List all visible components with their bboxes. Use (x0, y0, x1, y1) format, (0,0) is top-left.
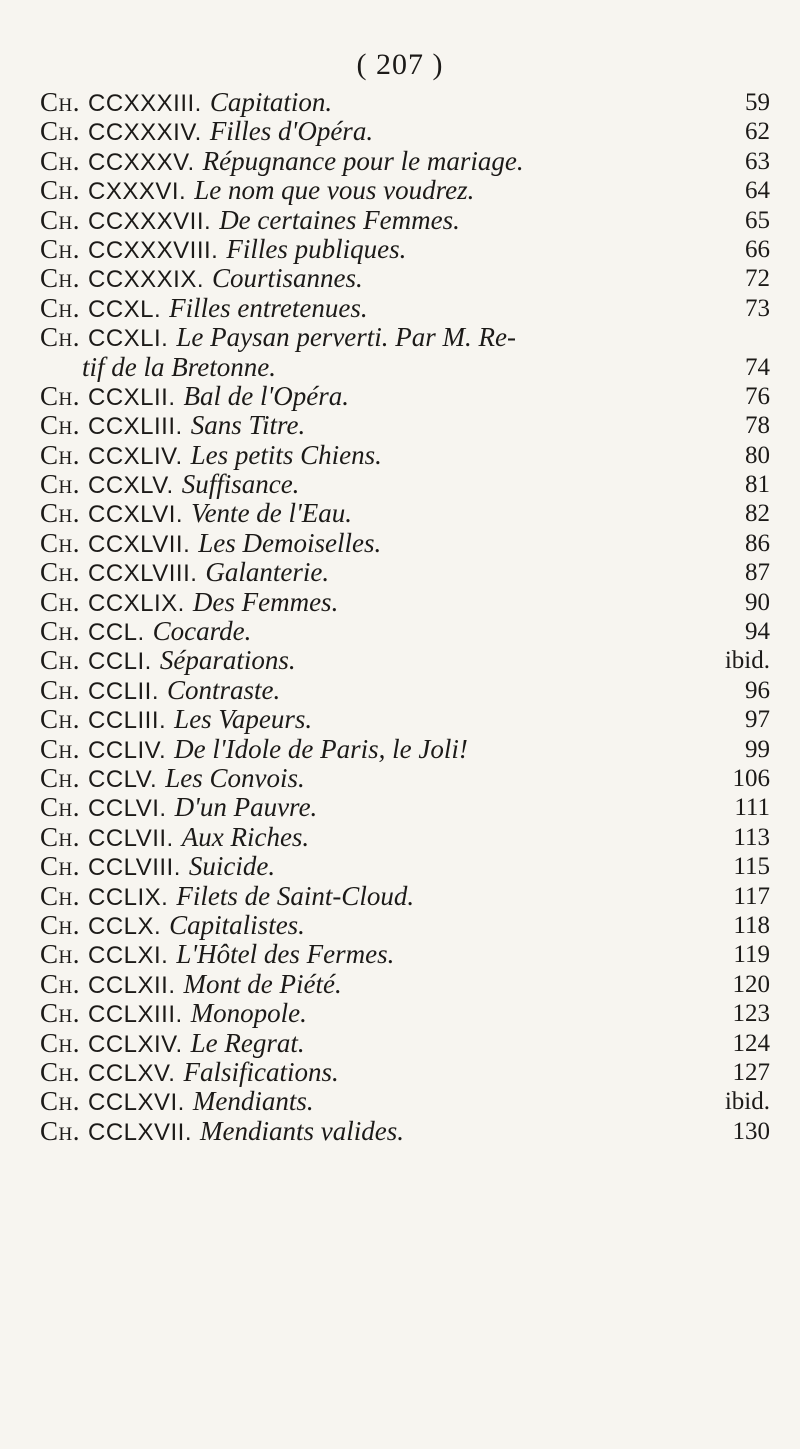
entry-page: 115 (733, 853, 770, 881)
chapter-number: CCXXXVII. (87, 207, 212, 235)
entry-title: Suicide. (188, 851, 276, 882)
chapter-label: Ch. (40, 821, 80, 852)
entry-title: Les petits Chiens. (190, 439, 382, 470)
chapter-label: Ch. (40, 145, 80, 176)
entry-title: Le Paysan perverti. Par M. Re- (176, 322, 517, 353)
chapter-number: CXXXVI. (87, 178, 187, 206)
toc-entry (40, 852, 770, 881)
chapter-number: CCXLIX. (87, 589, 185, 617)
chapter-label: Ch. (40, 645, 80, 676)
chapter-label: Ch. (40, 586, 80, 617)
chapter-number: CCXLV. (87, 472, 174, 500)
entry-page: 111 (734, 794, 770, 822)
toc-entry (40, 264, 770, 293)
entry-page: 113 (733, 823, 770, 851)
chapter-label: Ch. (40, 733, 80, 764)
chapter-number: CCLXVI. (87, 1089, 185, 1117)
entry-page: 118 (733, 911, 770, 939)
entry-title: tif de la Bretonne. (82, 351, 276, 382)
entry-page: 80 (745, 441, 770, 469)
chapter-label: Ch. (40, 674, 80, 705)
entry-title: D'un Pauvre. (174, 792, 318, 823)
entry-page: 99 (745, 735, 770, 763)
chapter-number: CCLVII. (87, 824, 174, 852)
table-of-contents (40, 88, 770, 1146)
toc-entry (40, 1117, 770, 1146)
chapter-number: CCXLIV. (87, 442, 183, 470)
chapter-number: CCLXIII. (87, 1001, 183, 1029)
chapter-number: CCL. (87, 619, 145, 647)
toc-entry (40, 735, 770, 764)
entry-page: 87 (745, 559, 770, 587)
entry-page: 66 (745, 235, 770, 263)
entry-title: Falsifications. (183, 1056, 339, 1087)
entry-title: Filles entretenues. (169, 292, 368, 323)
toc-entry (40, 294, 770, 323)
entry-page: 123 (732, 1000, 770, 1028)
entry-title: De l'Idole de Paris, le Joli! (174, 733, 468, 764)
toc-entry (40, 558, 770, 587)
toc-entry (40, 705, 770, 734)
toc-entry (40, 499, 770, 528)
toc-entry (40, 646, 770, 675)
entry-title: Galanterie. (205, 557, 330, 588)
chapter-label: Ch. (40, 204, 80, 235)
chapter-number: CCLIV. (87, 736, 167, 764)
entry-title: Cocarde. (152, 616, 252, 647)
entry-title: Monopole. (190, 998, 307, 1029)
chapter-number: CCLXI. (87, 942, 169, 970)
toc-entry (40, 1029, 770, 1058)
chapter-label: Ch. (40, 762, 80, 793)
entry-page: 96 (745, 676, 770, 704)
entry-page: 94 (745, 618, 770, 646)
chapter-label: Ch. (40, 469, 80, 500)
chapter-label: Ch. (40, 527, 80, 558)
entry-title: Mont de Piété. (183, 968, 342, 999)
chapter-number: CCLIII. (87, 707, 167, 735)
entry-page: 90 (745, 588, 770, 616)
chapter-label: Ch. (40, 968, 80, 999)
toc-entry (40, 147, 770, 176)
chapter-number: CCLXII. (87, 971, 176, 999)
entry-page: 63 (745, 147, 770, 175)
toc-entry (40, 764, 770, 793)
chapter-label: Ch. (40, 1056, 80, 1087)
entry-title: Filles d'Opéra. (209, 116, 374, 147)
toc-entry (40, 323, 770, 352)
entry-page: 97 (745, 706, 770, 734)
toc-entry (40, 617, 770, 646)
toc-entry (40, 1058, 770, 1087)
chapter-number: CCLXIV. (87, 1030, 183, 1058)
chapter-number: CCXLIII. (87, 413, 183, 441)
entry-title: Les Convois. (165, 762, 305, 793)
entry-page: 119 (733, 941, 770, 969)
chapter-label: Ch. (40, 498, 80, 529)
entry-title: Des Femmes. (192, 586, 339, 617)
toc-entry (40, 970, 770, 999)
entry-page: 124 (732, 1029, 770, 1057)
chapter-label: Ch. (40, 1115, 80, 1146)
toc-entry (40, 235, 770, 264)
entry-page: 82 (745, 500, 770, 528)
entry-page: 81 (745, 471, 770, 499)
entry-page: 59 (745, 89, 770, 116)
toc-entry (40, 411, 770, 440)
entry-title: Les Demoiselles. (198, 527, 382, 558)
entry-title: Séparations. (159, 645, 296, 676)
toc-entry (40, 382, 770, 411)
toc-entry (40, 823, 770, 852)
chapter-number: CCLVIII. (87, 854, 181, 882)
toc-entry (40, 88, 770, 117)
chapter-label: Ch. (40, 380, 80, 411)
toc-entry (40, 529, 770, 558)
chapter-label: Ch. (40, 410, 80, 441)
entry-title: Mendiants valides. (200, 1115, 404, 1146)
chapter-label: Ch. (40, 116, 80, 147)
chapter-number: CCLV. (87, 765, 158, 793)
entry-page: 73 (745, 294, 770, 322)
entry-title: Bal de l'Opéra. (183, 380, 350, 411)
chapter-number: CCLII. (87, 677, 159, 705)
toc-entry (40, 206, 770, 235)
entry-title: Le nom que vous voudrez. (194, 175, 475, 206)
entry-title: Les Vapeurs. (174, 704, 313, 735)
entry-page: 78 (745, 412, 770, 440)
chapter-label: Ch. (40, 939, 80, 970)
toc-entry (40, 588, 770, 617)
entry-page: ibid. (724, 647, 770, 675)
entry-title: Capitation. (209, 87, 333, 117)
chapter-number: CCXXXVIII. (87, 236, 219, 264)
chapter-number: CCLIX. (87, 883, 169, 911)
chapter-number: CCLXVII. (87, 1118, 193, 1146)
toc-entry-continuation (40, 353, 770, 382)
chapter-label: Ch. (40, 616, 80, 647)
chapter-label: Ch. (40, 1027, 80, 1058)
chapter-number: CCXXXIII. (87, 90, 202, 117)
chapter-label: Ch. (40, 1086, 80, 1117)
chapter-label: Ch. (40, 87, 80, 117)
entry-title: Contraste. (167, 674, 281, 705)
entry-page: 106 (732, 764, 770, 792)
entry-title: Vente de l'Eau. (191, 498, 353, 529)
toc-entry (40, 470, 770, 499)
toc-entry (40, 911, 770, 940)
entry-title: Filles publiques. (226, 233, 407, 264)
chapter-label: Ch. (40, 439, 80, 470)
toc-entry (40, 441, 770, 470)
chapter-number: CCXLI. (87, 325, 169, 353)
chapter-label: Ch. (40, 704, 80, 735)
chapter-label: Ch. (40, 851, 80, 882)
chapter-label: Ch. (40, 557, 80, 588)
chapter-number: CCXLII. (87, 383, 176, 411)
chapter-number: CCLI. (87, 648, 152, 676)
entry-page: 117 (733, 882, 770, 910)
chapter-label: Ch. (40, 998, 80, 1029)
entry-page: 72 (745, 265, 770, 293)
entry-title: De certaines Femmes. (219, 204, 460, 235)
entry-page: 76 (745, 382, 770, 410)
chapter-number: CCXXXV. (87, 148, 195, 176)
entry-title: Sans Titre. (190, 410, 306, 441)
chapter-label: Ch. (40, 880, 80, 911)
entry-page: ibid. (724, 1088, 770, 1116)
toc-entry (40, 176, 770, 205)
entry-title: Répugnance pour le mariage. (202, 145, 524, 176)
chapter-number: CCXLVI. (87, 501, 184, 529)
chapter-number: CCXXXIV. (87, 119, 202, 147)
chapter-number: CCXL. (87, 295, 162, 323)
entry-page: 127 (732, 1058, 770, 1086)
toc-entry (40, 999, 770, 1028)
chapter-number: CCLVI. (87, 795, 167, 823)
entry-title: L'Hôtel des Fermes. (176, 939, 395, 970)
entry-page: 120 (732, 970, 770, 998)
chapter-label: Ch. (40, 233, 80, 264)
toc-entry (40, 1087, 770, 1116)
chapter-number: CCXXXIX. (87, 266, 205, 294)
chapter-label: Ch. (40, 322, 80, 353)
entry-title: Mendiants. (192, 1086, 314, 1117)
chapter-number: CCLXV. (87, 1059, 176, 1087)
entry-page: 74 (745, 353, 770, 381)
page-number: ( 207 ) (356, 48, 444, 81)
entry-page: 86 (745, 529, 770, 557)
entry-title: Capitalistes. (169, 909, 305, 940)
entry-title: Le Regrat. (190, 1027, 305, 1058)
toc-entry (40, 940, 770, 969)
toc-entry (40, 676, 770, 705)
chapter-number: CCXLVII. (87, 530, 191, 558)
entry-title: Aux Riches. (181, 821, 310, 852)
toc-entry (40, 117, 770, 146)
entry-page: 64 (745, 177, 770, 205)
chapter-label: Ch. (40, 909, 80, 940)
entry-page: 65 (745, 206, 770, 234)
entry-page: 62 (745, 118, 770, 146)
chapter-label: Ch. (40, 292, 80, 323)
chapter-label: Ch. (40, 263, 80, 294)
entry-page: 130 (732, 1117, 770, 1145)
entry-title: Suffisance. (181, 469, 300, 500)
chapter-label: Ch. (40, 175, 80, 206)
chapter-number: CCLX. (87, 912, 162, 940)
toc-entry (40, 793, 770, 822)
chapter-label: Ch. (40, 792, 80, 823)
entry-title: Courtisannes. (212, 263, 363, 294)
entry-title: Filets de Saint-Cloud. (176, 880, 415, 911)
chapter-number: CCXLVIII. (87, 560, 198, 588)
toc-entry (40, 882, 770, 911)
